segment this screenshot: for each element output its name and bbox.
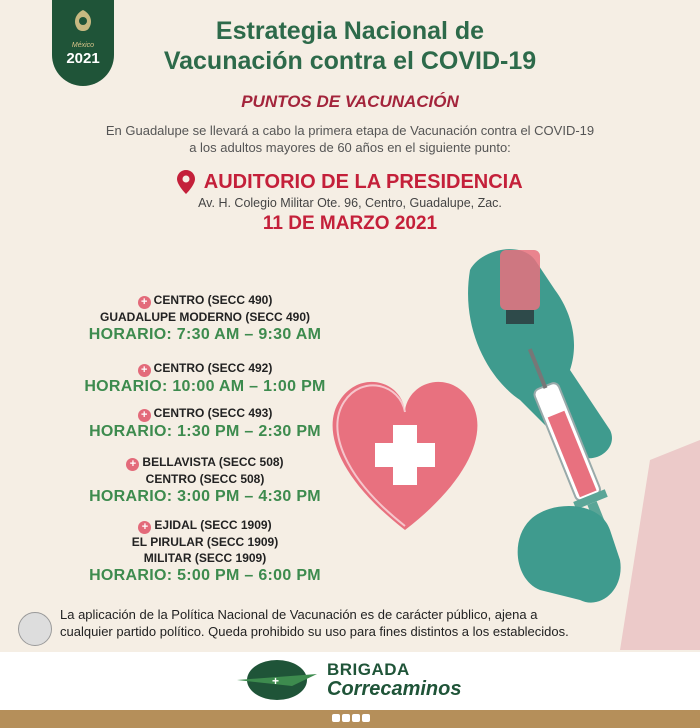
vaccine-illustration: [320, 230, 700, 650]
schedule-hours: HORARIO: 3:00 PM – 4:30 PM: [89, 488, 321, 505]
medical-plus-icon: +: [138, 296, 151, 309]
disclaimer-text: [60, 606, 680, 640]
location-line: + EJIDAL (SECC 1909): [30, 517, 380, 534]
location-line: + CENTRO (SECC 493): [30, 405, 380, 422]
venue-name: AUDITORIO DE LA PRESIDENCIA: [203, 170, 523, 193]
disclaimer-line-2: cualquier partido político. Queda prohibido su uso para fines distintos a los establecidos.: [60, 624, 569, 639]
logo-text-year: 2021: [66, 50, 100, 67]
schedule-hours: HORARIO: 10:00 AM – 1:00 PM: [84, 378, 326, 395]
schedule-hours: HORARIO: 5:00 PM – 6:00 PM: [89, 567, 321, 584]
eagle-icon: [69, 8, 97, 38]
location-pin-icon: [177, 170, 195, 194]
intro-text: [40, 122, 660, 156]
roadrunner-logo-icon: [232, 656, 322, 704]
medical-plus-icon: +: [138, 521, 151, 534]
facebook-icon[interactable]: [332, 714, 340, 722]
social-icons: [332, 714, 370, 722]
medical-plus-icon: +: [138, 364, 151, 377]
location-line: + CENTRO (SECC 490): [30, 292, 380, 309]
schedule-hours: HORARIO: 7:30 AM – 9:30 AM: [88, 326, 322, 343]
intro-line-2: a los adultos mayores de 60 años en el siguiente punto:: [189, 140, 511, 155]
logo-text-mexico: México: [71, 42, 95, 49]
location-line: + CENTRO (SECC 492): [30, 360, 380, 377]
medical-plus-icon: +: [138, 409, 151, 422]
location-line: GUADALUPE MODERNO (SECC 490): [99, 310, 311, 324]
venue-row: [0, 170, 700, 194]
location-line: CENTRO (SECC 508): [145, 472, 265, 486]
section-subtitle: PUNTOS DE VACUNACIÓN: [241, 92, 459, 111]
page-title: [120, 16, 580, 76]
instagram-icon[interactable]: [352, 714, 360, 722]
disclaimer-line-1: La aplicación de la Política Nacional de Vacunación es de carácter público, ajena a: [60, 607, 538, 622]
brand-line-1: BRIGADA: [327, 660, 410, 679]
svg-text:+: +: [272, 674, 280, 688]
national-seal-icon: [18, 612, 52, 646]
vial-icon: [500, 250, 540, 310]
intro-line-1: En Guadalupe se llevará a cabo la primera etapa de Vacunación contra el COVID-19: [105, 123, 595, 138]
glove-hand-upper-icon: [468, 249, 612, 458]
event-date: 11 DE MARZO 2021: [262, 213, 438, 234]
mexico-2021-logo: [52, 0, 114, 86]
location-line: MILITAR (SECC 1909): [143, 551, 267, 565]
twitter-icon[interactable]: [342, 714, 350, 722]
brand-line-2: Correcaminos: [327, 678, 462, 700]
glove-hand-lower-icon: [518, 506, 621, 603]
location-line: EL PIRULAR (SECC 1909): [131, 535, 279, 549]
schedule-hours: HORARIO: 1:30 PM – 2:30 PM: [89, 423, 321, 440]
title-line-1: Estrategia Nacional de: [215, 17, 485, 45]
venue-address: Av. H. Colegio Militar Ote. 96, Centro, Guadalupe, Zac.: [198, 196, 502, 210]
youtube-icon[interactable]: [362, 714, 370, 722]
title-line-2: Vacunación contra el COVID-19: [163, 47, 537, 75]
medical-plus-icon: +: [126, 458, 139, 471]
location-line: + BELLAVISTA (SECC 508): [30, 454, 380, 471]
